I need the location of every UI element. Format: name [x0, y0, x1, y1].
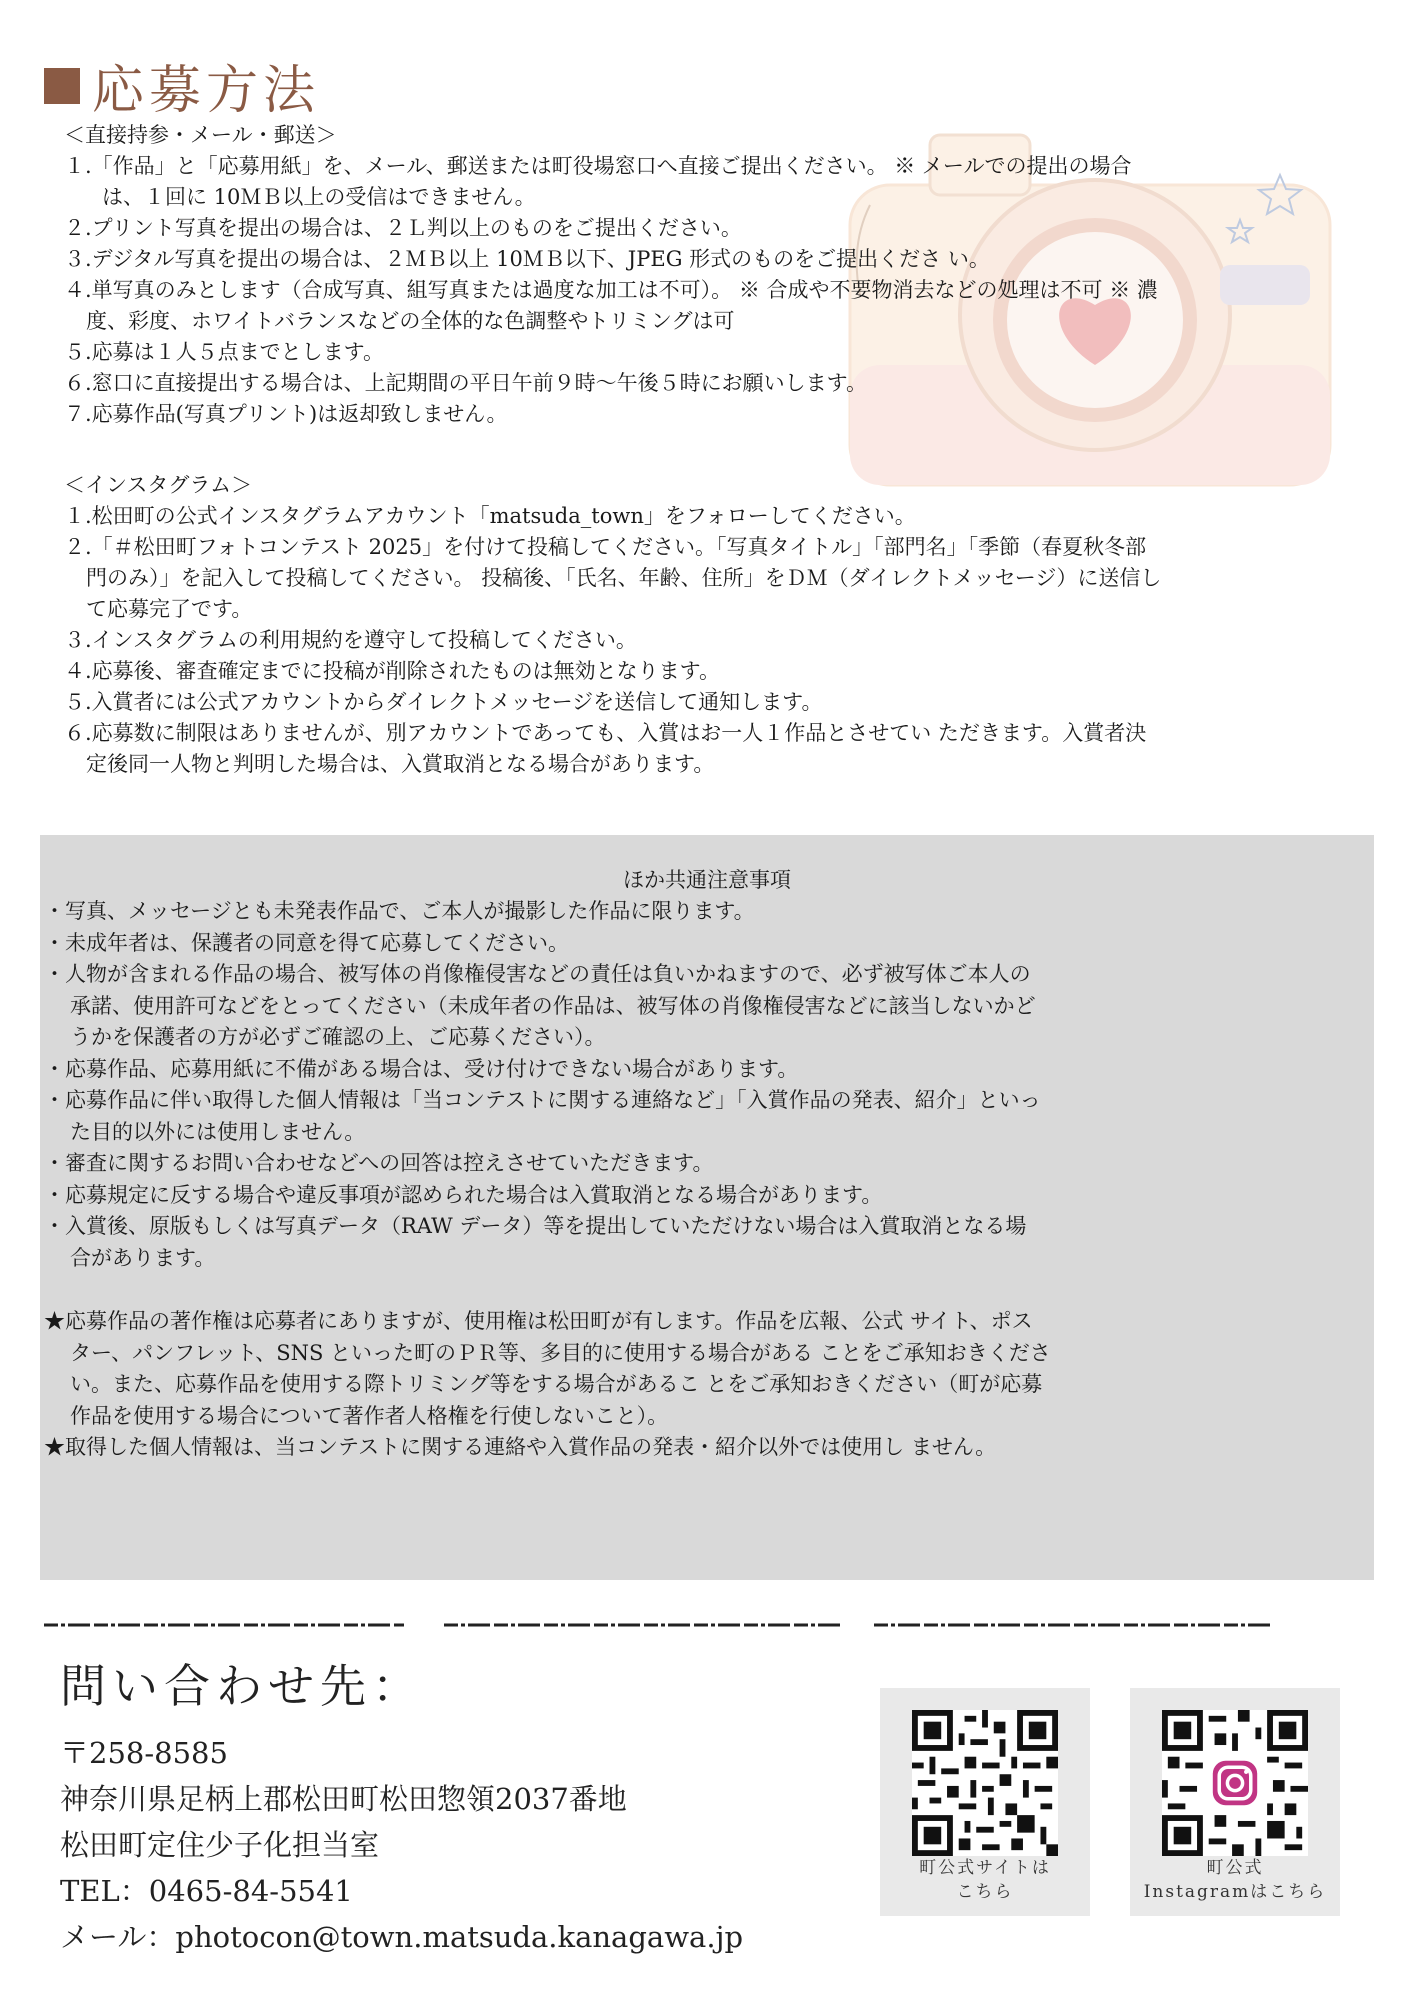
item-number: １: [64, 154, 85, 178]
email-address[interactable]: メール：photocon@town.matsuda.kanagawa.jp: [60, 1920, 744, 1954]
list-item: [64, 337, 1158, 368]
section-heading: [44, 48, 320, 123]
qr-code-icon: [1162, 1710, 1308, 1856]
qr-caption: Instagramはこちら: [1143, 1882, 1327, 1902]
list-item: [64, 368, 1158, 399]
notice-line: ・応募作品に伴い取得した個人情報は「当コンテストに関する連絡など」「入賞作品の発表、紹介」といっ: [44, 1088, 1041, 1112]
notice-line: ・入賞後、原版もしくは写真データ（RAW データ）等を提出していただけない場合は入賞取消となる場: [44, 1214, 1027, 1238]
item-continuation: 度、彩度、ホワイトバランスなどの全体的な色調整やトリミングは可: [86, 309, 735, 333]
list-item: [64, 532, 1161, 563]
copyright-note: 作品を使用する場合について著作者人格権を行使しないこと）。: [70, 1403, 669, 1428]
copyright-note: い。また、応募作品を使用する際トリミング等をする場合があるこ とをご承知おきください（町が応募: [70, 1372, 1043, 1396]
item-number: ３: [64, 628, 85, 652]
copyright-note: ター、パンフレット、SNS といった町のＰＲ等、多目的に使用する場合がある ことをご承知おきくださ: [70, 1340, 1051, 1365]
instagram-submission-section: [64, 470, 1161, 780]
contact-info: [60, 1730, 743, 1960]
item-text: .応募数に制限はありませんが、別アカウントであっても、入賞はお一人１作品とさせてい ただきます。入賞者決: [85, 721, 1147, 745]
contact-title: 問い合わせ先：: [60, 1659, 424, 1713]
item-text: .インスタグラムの利用規約を遵守して投稿してください。: [85, 628, 637, 652]
notice-line: 承諾、使用許可などをとってください（未成年者の作品は、被写体の肖像権侵害などに該当しないかど: [70, 993, 1036, 1018]
dashed-divider: [44, 1620, 1274, 1630]
common-notice-box: [40, 835, 1374, 1580]
postal-code: 〒258-8585: [60, 1736, 228, 1770]
list-item: [64, 399, 1158, 430]
notice-line: ・応募作品、応募用紙に不備がある場合は、受け付けできない場合があります。: [44, 1056, 799, 1081]
list-item: [64, 213, 1158, 244]
item-text: .応募作品(写真プリント)は返却致しません。: [85, 402, 508, 426]
copyright-note: ★応募作品の著作権は応募者にありますが、使用権は松田町が有します。作品を広報、公式 サイト、ポス: [44, 1309, 1033, 1333]
list-item: [64, 501, 1161, 532]
item-text: .プリント写真を提出の場合は、２Ｌ判以上のものをご提出ください。: [85, 216, 742, 240]
item-number: ２: [64, 535, 85, 559]
notice-line: ・審査に関するお問い合わせなどへの回答は控えさせていただきます。: [44, 1151, 714, 1175]
notice-title: ほか共通注意事項: [623, 868, 791, 892]
item-number: ２: [64, 216, 85, 240]
qr-code-icon: [912, 1710, 1058, 1856]
qr-caption: こちら: [956, 1882, 1014, 1902]
item-text: .窓口に直接提出する場合は、上記期間の平日午前９時～午後５時にお願いします。: [85, 371, 867, 395]
item-number: ５: [64, 340, 85, 364]
heading-title: 応募方法: [92, 61, 321, 121]
item-text: .入賞者には公式アカウントからダイレクトメッセージを送信して通知します。: [85, 690, 823, 714]
item-number: ６: [64, 371, 85, 395]
item-number: ６: [64, 721, 85, 745]
qr-official-site[interactable]: [880, 1688, 1090, 1916]
notice-line: うかを保護者の方が必ずご確認の上、ご応募ください）。: [70, 1025, 606, 1049]
item-text: .「作品」と「応募用紙」を、メール、郵送または町役場窓口へ直接ご提出ください。 ※ メールでの提出の場合: [85, 154, 1132, 178]
direct-submission-section: [64, 120, 1158, 430]
list-item: [64, 151, 1158, 182]
list-item: [64, 656, 1161, 687]
notice-line: 合があります。: [70, 1245, 216, 1270]
item-text: .松田町の公式インスタグラムアカウント「matsuda_town」をフォローしてください。: [85, 504, 916, 528]
list-item: [64, 244, 1158, 275]
item-continuation: は、１回に 10ＭＢ以上の受信はできません。: [102, 185, 536, 209]
square-bullet-icon: [44, 68, 80, 104]
item-number: ４: [64, 659, 85, 683]
item-text: .デジタル写真を提出の場合は、２ＭＢ以上 10ＭＢ以下、JPEG 形式のものをご提出くださ い。: [85, 247, 990, 271]
instagram-subtitle: ＜インスタグラム＞: [64, 473, 253, 497]
item-continuation: て応募完了です。: [86, 597, 253, 621]
list-item: [64, 687, 1161, 718]
item-continuation: 定後同一人物と判明した場合は、入賞取消となる場合があります。: [86, 752, 715, 776]
item-number: ５: [64, 690, 85, 714]
item-text: .「＃松田町フォトコンテスト 2025」を付けて投稿してください。「写真タイトル」「部門名」「季節（春夏秋冬部: [85, 535, 1147, 559]
item-number: ７: [64, 402, 85, 426]
notice-line: ・人物が含まれる作品の場合、被写体の肖像権侵害などの責任は負いかねますので、必ず被写体ご本人の: [44, 962, 1031, 986]
qr-caption: 町公式: [1206, 1858, 1264, 1878]
address: 神奈川県足柄上郡松田町松田惣領2037番地: [60, 1782, 627, 1816]
item-number: ３: [64, 247, 85, 271]
notice-line: ・応募規定に反する場合や違反事項が認められた場合は入賞取消となる場合があります。: [44, 1182, 883, 1207]
item-continuation: 門のみ）」を記入して投稿してください。 投稿後、「氏名、年齢、住所」をＤＭ（ダイレクトメッセージ）に送信し: [86, 566, 1162, 590]
item-number: ４: [64, 278, 85, 302]
notice-line: た目的以外には使用しません。: [70, 1119, 366, 1144]
item-text: .応募後、審査確定までに投稿が削除されたものは無効となります。: [85, 659, 720, 683]
phone-number: TEL：0465-84-5541: [60, 1874, 353, 1908]
item-text: .単写真のみとします（合成写真、組写真または過度な加工は不可）。 ※ 合成や不要物消去などの処理は不可 ※ 濃: [85, 278, 1158, 302]
qr-caption: 町公式サイトは: [919, 1858, 1051, 1878]
notice-line: ・写真、メッセージとも未発表作品で、ご本人が撮影した作品に限ります。: [44, 899, 755, 923]
list-item: [64, 625, 1161, 656]
item-number: １: [64, 504, 85, 528]
item-text: .応募は１人５点までとします。: [85, 340, 384, 364]
department: 松田町定住少子化担当室: [60, 1828, 380, 1862]
qr-instagram[interactable]: [1130, 1688, 1340, 1916]
list-item: [64, 718, 1161, 749]
notice-line: ・未成年者は、保護者の同意を得て応募してください。: [44, 930, 569, 955]
privacy-note: ★取得した個人情報は、当コンテストに関する連絡や入賞作品の発表・紹介以外では使用し ません。: [44, 1435, 997, 1459]
list-item: [64, 275, 1158, 306]
direct-subtitle: ＜直接持参・メール・郵送＞: [64, 123, 337, 147]
